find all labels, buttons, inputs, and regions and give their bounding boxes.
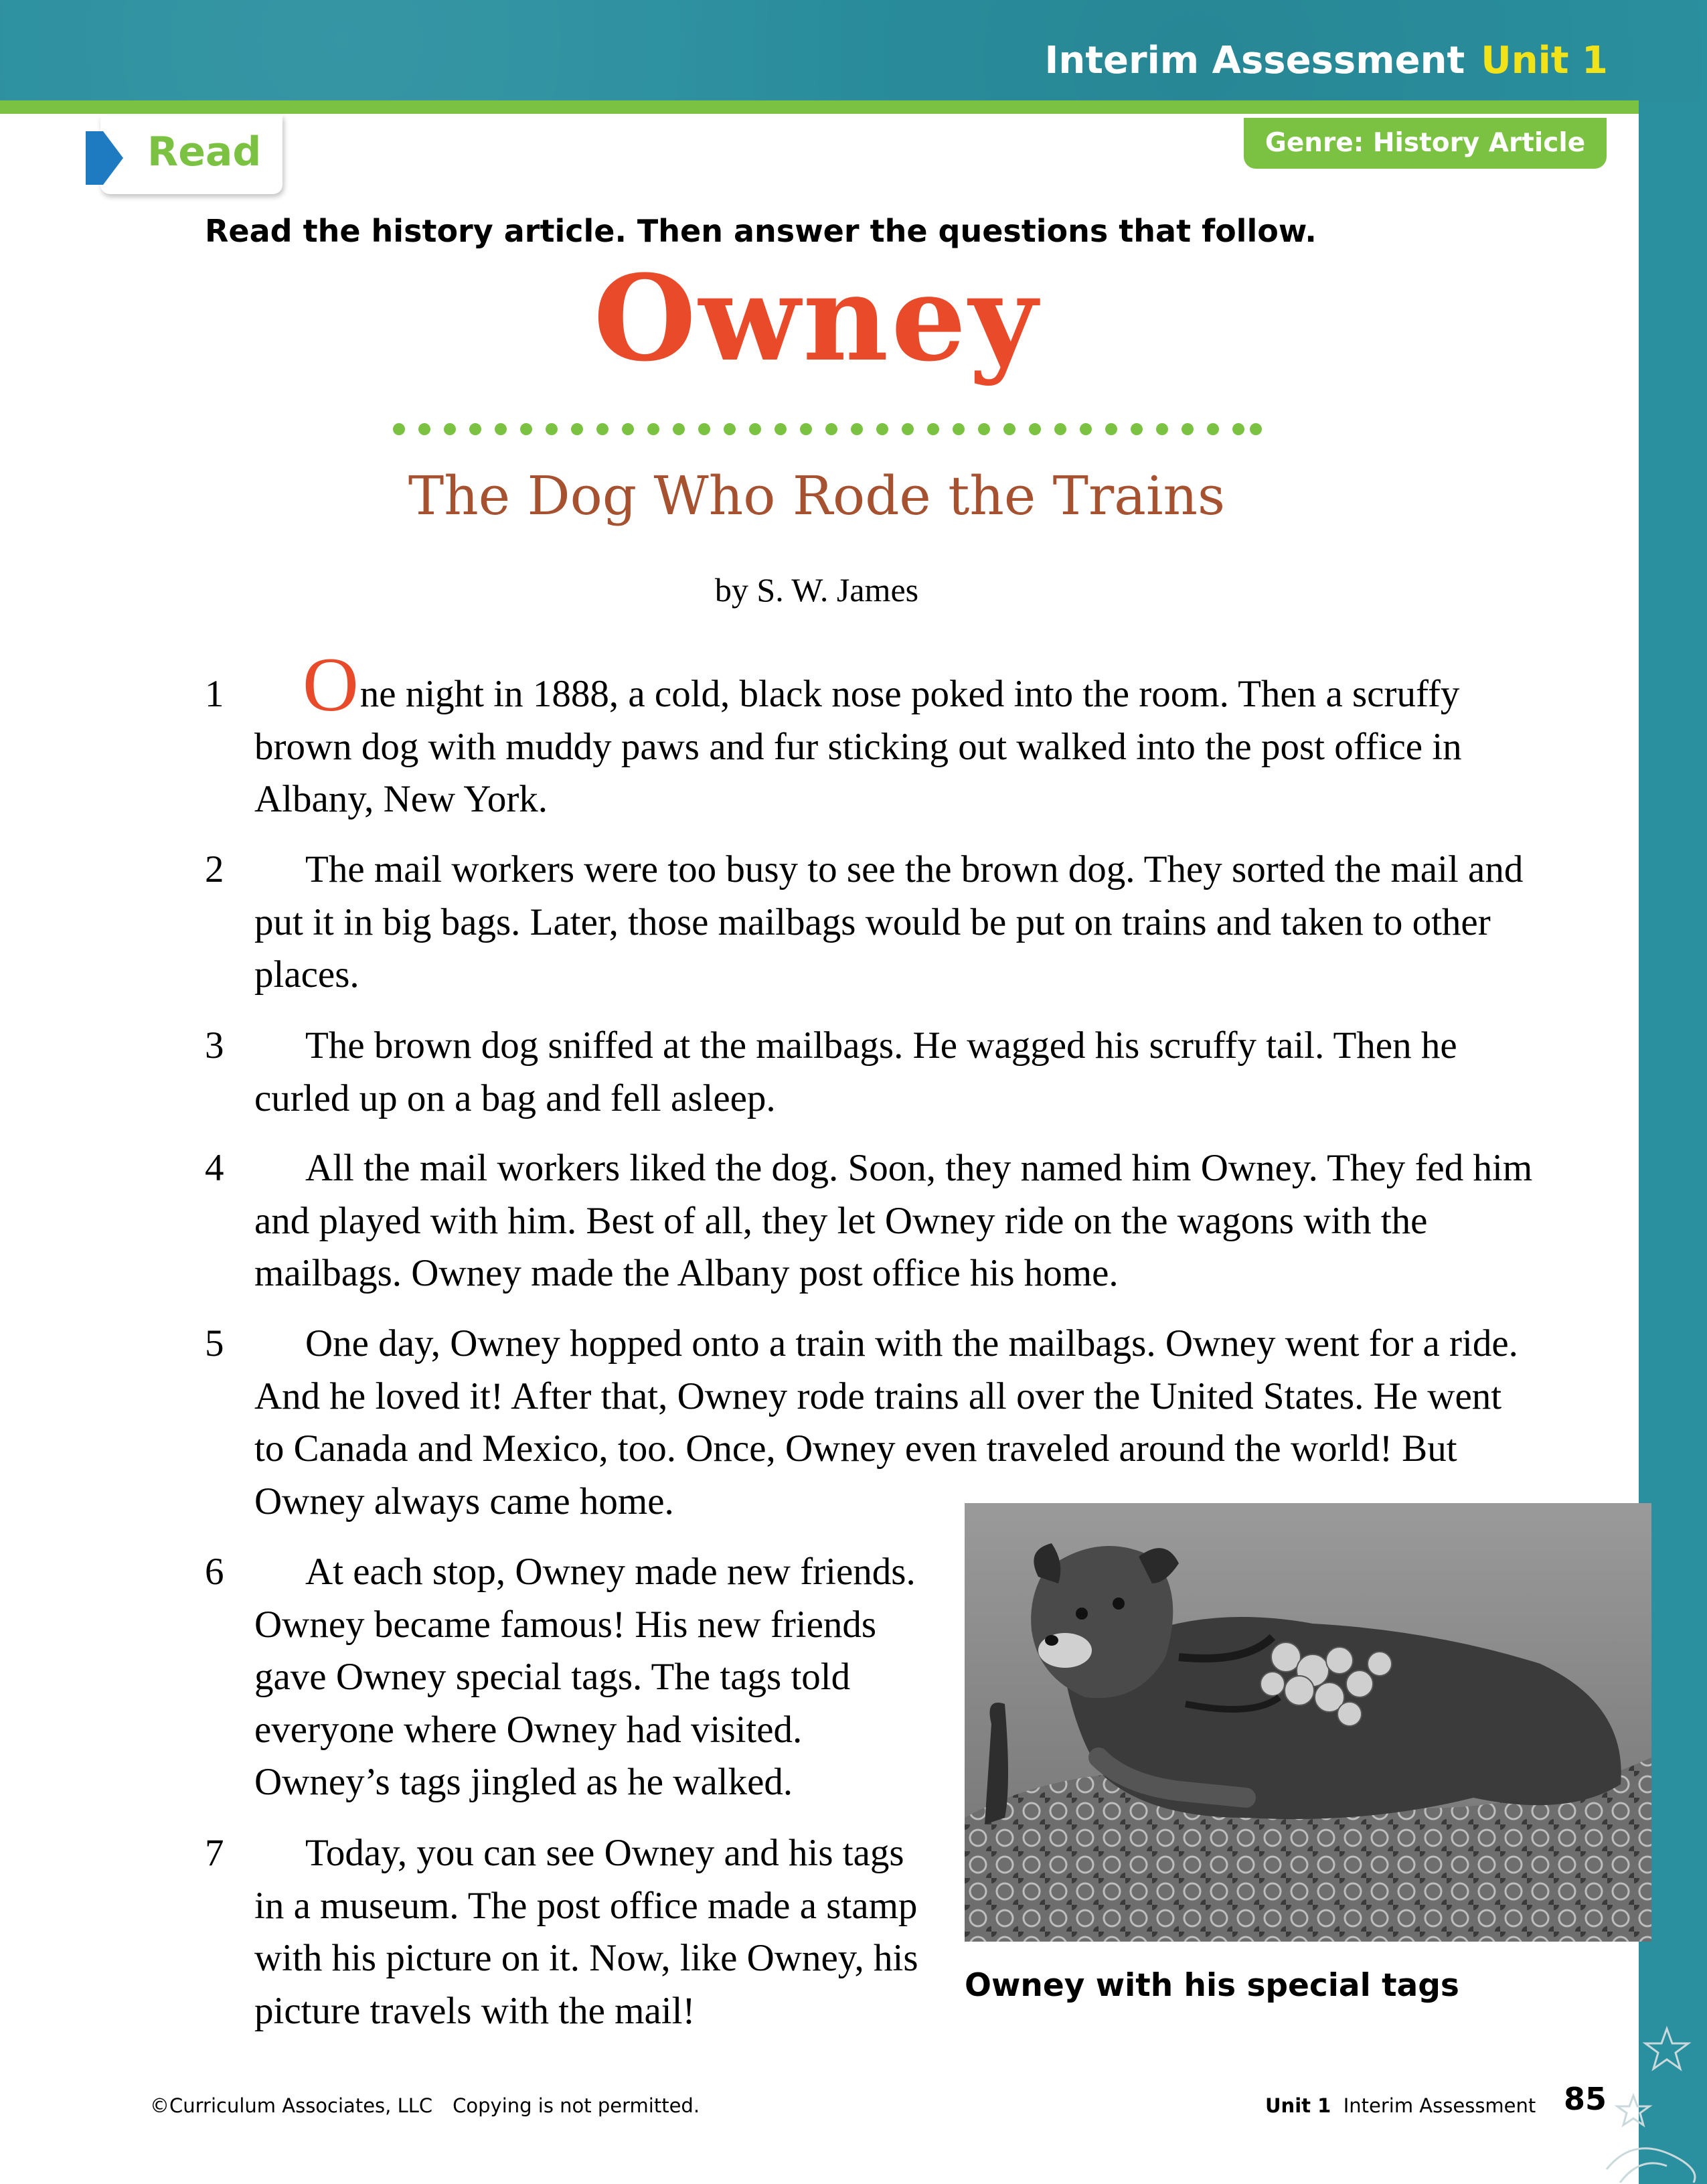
paragraph-6: At each stop, Owney made new friends. Owney became famous! His new friends gave Owney special tags. The tags told everyone where Owney had visited. Owney’s tags jingled as he walked.	[254, 1551, 916, 1803]
paragraph-1: One night in 1888, a cold, black nose poked into the room. Then a scruffy brown dog with muddy paws and fur sticking out walked into the post office in Albany, New York.	[254, 642, 1462, 820]
owney-photo	[965, 1503, 1651, 1942]
flag-icon	[86, 131, 123, 185]
paragraph-number: 6	[205, 1551, 224, 1593]
paragraph-number: 5	[205, 1322, 224, 1364]
unit-label: Unit 1	[1481, 39, 1608, 82]
footer-unit: Unit 1 Interim Assessment	[1265, 2094, 1536, 2117]
paragraph-4: All the mail workers liked the dog. Soon, they named him Owney. They fed him and played with him. Best of all, they let Owney ride on the wagons with the mailbags. Owney made the Albany post office his home.	[254, 1147, 1533, 1294]
assessment-label: Interim Assessment	[1044, 39, 1465, 82]
paragraph-number: 4	[205, 1147, 224, 1189]
star-icon	[1593, 2022, 1707, 2183]
dog-illustration	[965, 1503, 1651, 1942]
byline: by S. W. James	[714, 571, 919, 609]
paragraph-number: 2	[205, 848, 224, 890]
paragraph-7: Today, you can see Owney and his tags in a museum. The post office made a stamp with his picture on it. Now, like Owney, his picture travels with the mail!	[254, 1832, 918, 2032]
paragraph-3: The brown dog sniffed at the mailbags. He wagged his scruffy tail. Then he curled up on a bag and fell asleep.	[254, 1024, 1457, 1119]
paragraph-number: 1	[205, 673, 224, 715]
photo-caption: Owney with his special tags	[965, 1967, 1459, 2004]
article-subtitle: The Dog Who Rode the Trains	[408, 465, 1226, 527]
dotted-divider	[392, 419, 1263, 439]
header-title	[1045, 39, 1609, 82]
read-tab	[100, 115, 282, 194]
paragraph-2: The mail workers were too busy to see the brown dog. They sorted the mail and put it in big bags. Later, those mailbags would be put on trains and taken to other places.	[254, 848, 1524, 996]
paragraph-number: 3	[205, 1024, 224, 1067]
article-title: Owney	[593, 249, 1040, 388]
paragraph-5: One day, Owney hopped onto a train with the mailbags. Owney went for a ride. And he loved it! After that, Owney rode trains all over the United States. He went to Canada and Mexico, too. Once, Owney even traveled around the world! But Owney always came home.	[254, 1322, 1518, 1523]
header-accent-line	[0, 100, 1707, 114]
drop-cap: O	[303, 642, 359, 728]
genre-badge: Genre: History Article	[1244, 118, 1607, 169]
copy-notice: Copying is not permitted.	[453, 2094, 700, 2117]
page-number: 85	[1564, 2081, 1607, 2117]
paragraph-number: 7	[205, 1832, 224, 1874]
directions: Read the history article. Then answer the questions that follow.	[205, 213, 1317, 249]
footer-copyright: ©Curriculum Associates, LLC Copying is not permitted.	[150, 2094, 700, 2117]
read-label: Read	[147, 129, 262, 175]
